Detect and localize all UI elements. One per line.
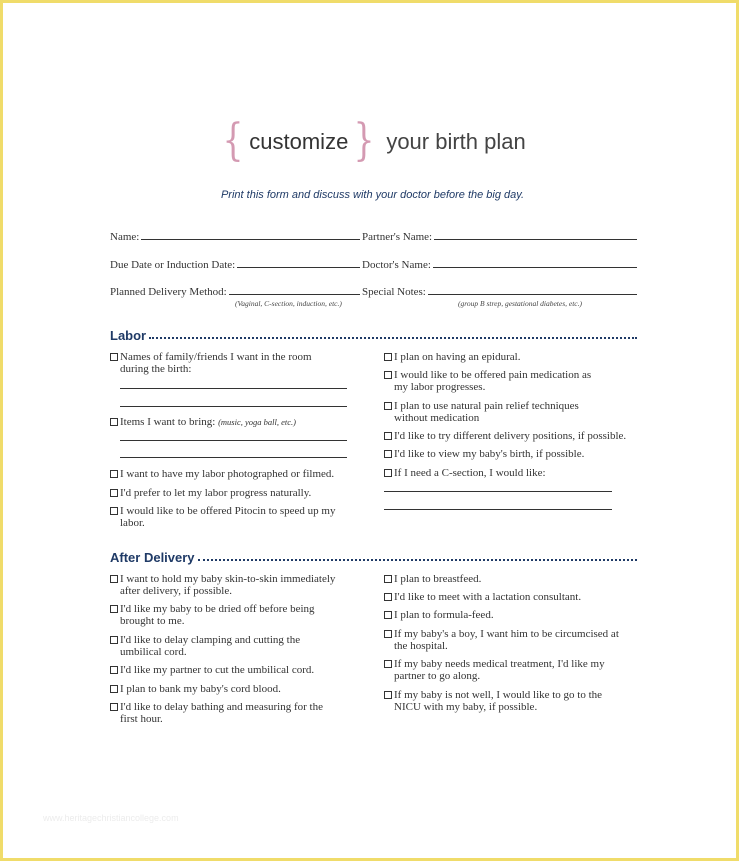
checkbox[interactable] — [110, 575, 118, 583]
delivery-method-field[interactable] — [110, 286, 360, 298]
name-label: Name: — [110, 231, 140, 243]
subtitle: Print this form and discuss with your doctor before the big day. — [220, 189, 525, 201]
delivery-method-hint: (Vaginal, C-section, induction, etc.) — [235, 299, 342, 308]
checkbox[interactable] — [384, 353, 392, 361]
special-notes-field[interactable] — [362, 286, 637, 298]
item-label: I plan to use natural pain relief techniques without medication — [394, 400, 579, 424]
item-label: Names of family/friends I want in the room during the birth: — [120, 351, 312, 375]
labor-item-pitocin[interactable] — [110, 505, 342, 529]
checkbox[interactable] — [110, 489, 118, 497]
special-notes-line[interactable] — [428, 293, 637, 295]
title-customize: customize — [249, 129, 349, 154]
special-notes-label: Special Notes: — [362, 286, 426, 298]
close-brace: } — [353, 115, 375, 166]
item-label: I'd prefer to let my labor progress naturally. — [120, 487, 312, 499]
title-rest: your birth plan — [386, 129, 526, 154]
after-item-breastfeed[interactable] — [384, 573, 634, 585]
item-label: I plan to breastfeed. — [394, 573, 482, 585]
due-date-line[interactable] — [237, 266, 360, 268]
partner-name-line[interactable] — [434, 238, 637, 240]
family-write-line-2[interactable] — [120, 406, 347, 407]
after-delivery-heading: After Delivery — [110, 550, 195, 565]
bring-write-line-2[interactable] — [120, 457, 347, 458]
labor-item-photographed[interactable] — [110, 468, 355, 480]
checkbox[interactable] — [384, 611, 392, 619]
labor-dotted-rule — [149, 337, 637, 339]
item-label: If my baby needs medical treatment, I'd like my partner to go along. — [394, 658, 605, 682]
labor-item-family[interactable] — [110, 351, 340, 375]
checkbox[interactable] — [110, 605, 118, 613]
page-title — [3, 115, 739, 166]
item-label: I'd like to meet with a lactation consultant. — [394, 591, 582, 603]
labor-section-heading — [110, 328, 637, 343]
checkbox[interactable] — [384, 575, 392, 583]
c-section-write-line-2[interactable] — [384, 509, 612, 510]
watermark: www.heritagechristiancollege.com — [43, 813, 179, 823]
item-label: Items I want to bring: — [120, 416, 216, 428]
delivery-method-label: Planned Delivery Method: — [110, 286, 227, 298]
labor-heading: Labor — [110, 328, 147, 343]
item-label: I want to hold my baby skin-to-skin immediately after delivery, if possible. — [120, 573, 336, 597]
labor-item-pain-med[interactable] — [384, 369, 602, 393]
after-item-circumcised[interactable] — [384, 628, 629, 652]
labor-item-positions[interactable] — [384, 430, 642, 442]
name-field[interactable] — [110, 231, 360, 243]
checkbox[interactable] — [384, 371, 392, 379]
labor-item-bring[interactable] — [110, 416, 355, 428]
item-label: If my baby is not well, I would like to go to the NICU with my baby, if possible. — [394, 689, 603, 713]
checkbox[interactable] — [110, 507, 118, 515]
name-line[interactable] — [141, 238, 360, 240]
checkbox[interactable] — [110, 353, 118, 361]
after-item-bank-blood[interactable] — [110, 683, 355, 695]
after-item-bathing[interactable] — [110, 701, 335, 725]
after-item-formula[interactable] — [384, 609, 634, 621]
checkbox[interactable] — [110, 685, 118, 693]
after-item-medical[interactable] — [384, 658, 629, 682]
checkbox[interactable] — [110, 703, 118, 711]
after-item-skin[interactable] — [110, 573, 355, 597]
due-date-label: Due Date or Induction Date: — [110, 259, 236, 271]
checkbox[interactable] — [384, 469, 392, 477]
partner-name-field[interactable] — [362, 231, 637, 243]
after-item-nicu[interactable] — [384, 689, 624, 713]
item-label: I want to have my labor photographed or filmed. — [120, 468, 335, 480]
checkbox[interactable] — [384, 593, 392, 601]
item-label: I would like to be offered pain medication as my labor progresses. — [394, 369, 592, 393]
labor-item-view-birth[interactable] — [384, 448, 634, 460]
after-delivery-section-heading — [110, 550, 637, 565]
doctor-name-field[interactable] — [362, 259, 637, 271]
item-label: I'd like to delay bathing and measuring for the first hour. — [120, 701, 323, 725]
checkbox[interactable] — [384, 450, 392, 458]
checkbox[interactable] — [110, 666, 118, 674]
bring-hint: (music, yoga ball, etc.) — [218, 417, 296, 427]
item-label: I would like to be offered Pitocin to speed up my labor. — [120, 505, 336, 529]
item-label: I plan to bank my baby's cord blood. — [120, 683, 281, 695]
checkbox[interactable] — [384, 402, 392, 410]
partner-name-label: Partner's Name: — [362, 231, 433, 243]
delivery-method-line[interactable] — [229, 293, 360, 295]
item-label: I plan on having an epidural. — [394, 351, 521, 363]
checkbox[interactable] — [384, 630, 392, 638]
after-item-partner-cut[interactable] — [110, 664, 355, 676]
item-label: If I need a C-section, I would like: — [394, 467, 546, 479]
item-label: I'd like my partner to cut the umbilical cord. — [120, 664, 315, 676]
item-label: I'd like my baby to be dried off before being brought to me. — [120, 603, 315, 627]
checkbox[interactable] — [110, 636, 118, 644]
after-delivery-dotted-rule — [198, 559, 637, 561]
labor-item-c-section[interactable] — [384, 467, 634, 479]
item-label: If my baby's a boy, I want him to be circumcised at the hospital. — [394, 628, 619, 652]
after-item-clamping[interactable] — [110, 634, 325, 658]
doctor-name-line[interactable] — [433, 266, 637, 268]
c-section-write-line-1[interactable] — [384, 491, 612, 492]
item-label: I plan to formula-feed. — [394, 609, 494, 621]
checkbox[interactable] — [110, 418, 118, 426]
special-notes-hint: (group B strep, gestational diabetes, etc.) — [458, 299, 583, 308]
due-date-field[interactable] — [110, 259, 360, 271]
checkbox[interactable] — [110, 470, 118, 478]
doctor-name-label: Doctor's Name: — [362, 259, 431, 271]
checkbox[interactable] — [384, 660, 392, 668]
open-brace: { — [222, 115, 244, 166]
item-label: I'd like to delay clamping and cutting the umbilical cord. — [120, 634, 301, 658]
checkbox[interactable] — [384, 691, 392, 699]
after-item-dried[interactable] — [110, 603, 332, 627]
labor-item-epidural[interactable] — [384, 351, 634, 363]
labor-item-naturally[interactable] — [110, 487, 355, 499]
bring-write-line-1[interactable] — [120, 440, 347, 441]
after-item-lactation[interactable] — [384, 591, 634, 603]
labor-item-natural-relief[interactable] — [384, 400, 606, 424]
item-label: I'd like to try different delivery positions, if possible. — [394, 430, 627, 442]
checkbox[interactable] — [384, 432, 392, 440]
family-write-line-1[interactable] — [120, 388, 347, 389]
item-label: I'd like to view my baby's birth, if possible. — [394, 448, 585, 460]
